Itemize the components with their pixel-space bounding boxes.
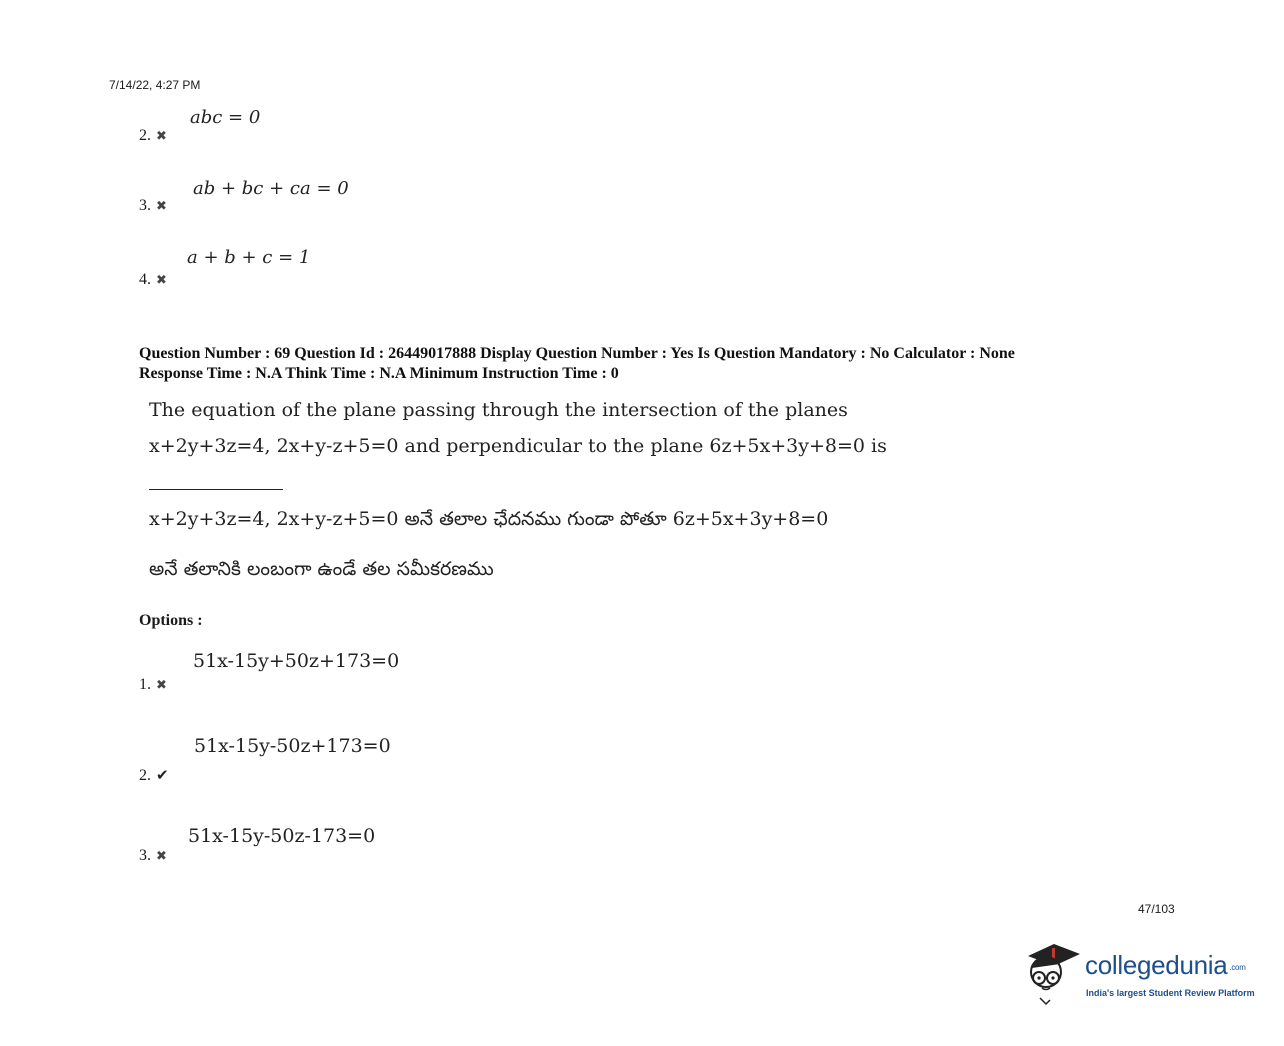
- prev-option-3-expr: ab + bc + ca = 0: [193, 178, 349, 199]
- question-text-te-line2: అనే తలానికి లంబంగా ఉండే తల సమీకరణము: [149, 558, 494, 580]
- cross-icon: ✖: [156, 198, 167, 213]
- option-1: [139, 676, 167, 694]
- check-icon: ✔: [156, 768, 169, 784]
- options-label: Options :: [139, 612, 203, 629]
- question-meta-line1: Question Number : 69 Question Id : 26449017888 Display Question Number : Yes Is Question Mandatory : No Calculator : None: [139, 345, 1015, 362]
- option-2-text: 51x-15y-50z+173=0: [194, 735, 391, 757]
- option-3: [139, 847, 167, 865]
- prev-option-2: [139, 127, 167, 145]
- question-meta: [139, 344, 1015, 384]
- option-3-text: 51x-15y-50z-173=0: [188, 825, 376, 847]
- option-number: 1.: [139, 676, 151, 693]
- cross-icon: ✖: [156, 848, 167, 863]
- option-number: 2.: [139, 767, 151, 784]
- prev-option-2-expr: abc = 0: [190, 107, 261, 128]
- print-timestamp: 7/14/22, 4:27 PM: [109, 78, 201, 92]
- prev-option-4: [139, 271, 167, 289]
- option-1-text: 51x-15y+50z+173=0: [193, 650, 400, 672]
- cross-icon: ✖: [156, 128, 167, 143]
- cross-icon: ✖: [156, 272, 167, 287]
- option-number: 4.: [139, 271, 151, 288]
- brand-tagline: India's largest Student Review Platform: [1086, 988, 1255, 998]
- option-number: 3.: [139, 847, 151, 864]
- prev-option-4-expr: a + b + c = 1: [187, 247, 311, 268]
- option-number: 3.: [139, 197, 151, 214]
- question-meta-line2: Response Time : N.A Think Time : N.A Minimum Instruction Time : 0: [139, 365, 619, 382]
- brand-suffix: .com: [1229, 962, 1246, 972]
- option-number: 2.: [139, 127, 151, 144]
- question-text-te-line1: x+2y+3z=4, 2x+y-z+5=0 అనే తలాల ఛేదనము గుండా పోతూ 6z+5x+3y+8=0: [149, 508, 829, 530]
- question-text-en-line1: The equation of the plane passing through the intersection of the planes: [149, 399, 848, 421]
- question-text-en-line2: x+2y+3z=4, 2x+y-z+5=0 and perpendicular to the plane 6z+5x+3y+8=0 is: [149, 435, 887, 457]
- brand-name: collegedunia .com: [1085, 950, 1246, 980]
- option-2: [139, 766, 169, 785]
- prev-option-3: [139, 197, 167, 215]
- answer-blank: [149, 489, 283, 490]
- cross-icon: ✖: [156, 677, 167, 692]
- mascot-icon: [1024, 938, 1084, 1008]
- page-number: 47/103: [1138, 902, 1175, 916]
